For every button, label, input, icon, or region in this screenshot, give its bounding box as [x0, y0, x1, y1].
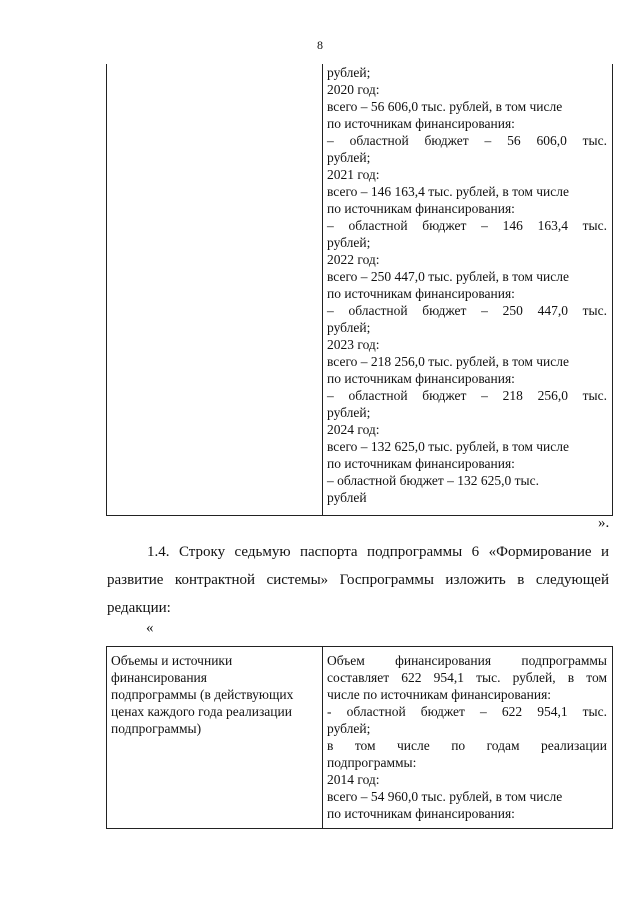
text-line: подпрограммы)	[111, 721, 202, 736]
text-line: по источникам финансирования:	[327, 286, 515, 301]
text-line: – областной бюджет – 132 625,0 тыс.	[327, 473, 539, 488]
text-line: рублей	[327, 490, 367, 505]
text-line: по источникам финансирования:	[327, 806, 515, 821]
text-line: – областной бюджет – 56 606,0 тыс.	[327, 133, 607, 148]
text-line: рублей;	[327, 320, 371, 335]
text-line: Объем финансирования подпрограммы	[327, 653, 607, 668]
text-line: - областной бюджет – 622 954,1 тыс.	[327, 704, 607, 719]
text-line: 2014 год:	[327, 772, 380, 787]
text-line: всего – 146 163,4 тыс. рублей, в том числе	[327, 184, 569, 199]
text-line: ценах каждого года реализации	[111, 704, 292, 719]
text-line: всего – 218 256,0 тыс. рублей, в том числе	[327, 354, 569, 369]
text-line: 2024 год:	[327, 422, 380, 437]
text-line: – областной бюджет – 250 447,0 тыс.	[327, 303, 607, 318]
text-line: по источникам финансирования:	[327, 371, 515, 386]
text-line: по источникам финансирования:	[327, 116, 515, 131]
text-line: по источникам финансирования:	[327, 456, 515, 471]
paragraph-line: редакции:	[107, 600, 171, 616]
text-line: всего – 132 625,0 тыс. рублей, в том числе	[327, 439, 569, 454]
opening-quote: «	[146, 620, 154, 636]
text-line: подпрограммы:	[327, 755, 417, 770]
text-line: по источникам финансирования:	[327, 201, 515, 216]
text-line: всего – 54 960,0 тыс. рублей, в том числе	[327, 789, 563, 804]
subprogram-passport-table	[106, 646, 613, 829]
text-line: рублей;	[327, 235, 371, 250]
text-line: 2021 год:	[327, 167, 380, 182]
text-line: рублей;	[327, 150, 371, 165]
text-line: – областной бюджет – 146 163,4 тыс.	[327, 218, 607, 233]
text-line: рублей;	[327, 65, 371, 80]
text-line: – областной бюджет – 218 256,0 тыс.	[327, 388, 607, 403]
text-line: в том числе по годам реализации	[327, 738, 607, 753]
text-line: Объемы и источники	[111, 653, 233, 668]
text-line: всего – 250 447,0 тыс. рублей, в том числе	[327, 269, 569, 284]
paragraph-line: 1.4. Строку седьмую паспорта подпрограммы 6 «Формирование и	[147, 544, 609, 560]
text-line: всего – 56 606,0 тыс. рублей, в том числе	[327, 99, 563, 114]
text-line: подпрограммы (в действующих	[111, 687, 294, 702]
amendment-paragraph	[107, 538, 609, 622]
text-line: числе по источникам финансирования:	[327, 687, 552, 702]
financing-details-cell	[327, 652, 607, 822]
text-line: 2020 год:	[327, 82, 380, 97]
paragraph-line: развитие контрактной системы» Госпрограммы изложить в следующей	[107, 572, 609, 588]
text-line: рублей;	[327, 721, 371, 736]
text-line: рублей;	[327, 405, 371, 420]
text-line: 2023 год:	[327, 337, 380, 352]
column-divider	[322, 647, 323, 828]
row-label-cell	[111, 652, 319, 737]
text-line: финансирования	[111, 670, 207, 685]
financing-details-cell	[327, 64, 607, 506]
page-number: 8	[317, 38, 323, 52]
text-line: составляет 622 954,1 тыс. рублей, в том	[327, 670, 607, 685]
text-line: 2022 год:	[327, 252, 380, 267]
column-divider	[322, 64, 323, 515]
closing-quote: ».	[598, 515, 610, 531]
financing-table-continued	[106, 64, 613, 516]
